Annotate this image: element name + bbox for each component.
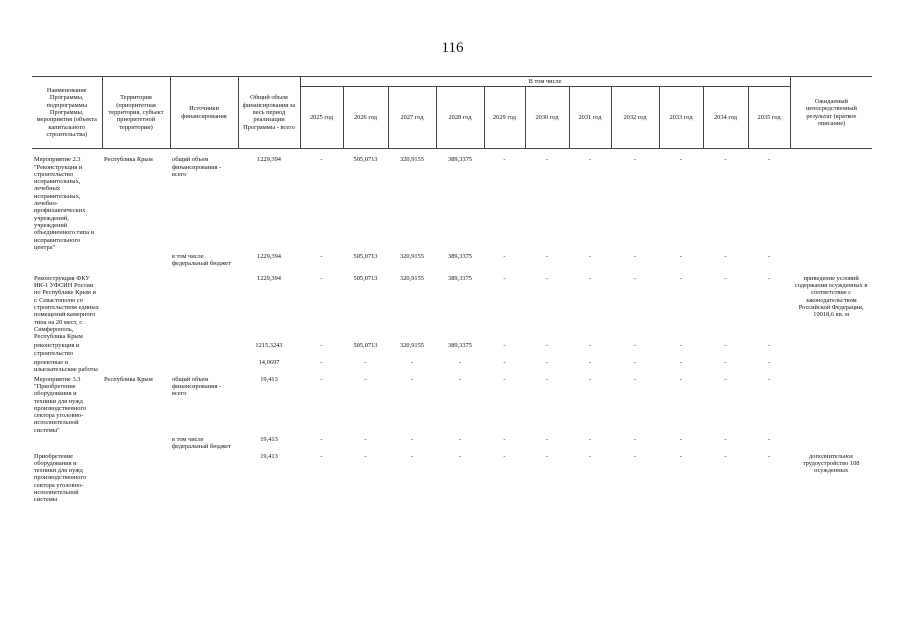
header-year: 2028 год <box>436 87 484 149</box>
row-year-value: - <box>633 274 637 282</box>
header-territory: Территория (приоритетная территория, субъект приоритетной территории) <box>102 77 170 149</box>
row-territory <box>102 274 170 342</box>
row-year-value: - <box>724 452 727 460</box>
table-row <box>32 341 872 358</box>
header-year: 2032 год <box>611 87 659 149</box>
header-year: 2025 год <box>300 87 343 149</box>
row-source: в том числе федеральный бюджет <box>172 253 231 268</box>
row-name: Реконструкция ФКУ ИК-1 УФСИН России по Республике Крым и г. Севастополю со строительством единых помещений камерного типа на 20 мест, г. Симферополь, Республика Крым <box>34 274 99 341</box>
row-total: 19,413 <box>260 452 278 460</box>
row-year-value: - <box>503 375 506 383</box>
row-year-value: - <box>588 359 592 367</box>
row-year-value: - <box>633 452 637 460</box>
header-total: Общий объем финансирования за весь период реализации Программы - всего <box>238 77 300 149</box>
row-year-value: - <box>633 435 637 443</box>
row-year-value: - <box>768 253 771 261</box>
row-name: Мероприятие 2.3 "Реконструкция и строительство исправительных, лечебных исправительных, лечебно-профилактических учреждений, учреждений объединенного типа и исправительного центра" <box>34 156 95 251</box>
row-year-value: - <box>768 375 771 383</box>
row-name <box>32 252 102 269</box>
row-year-value: - <box>679 156 683 164</box>
row-year-value: - <box>588 452 592 460</box>
row-year-value: - <box>545 156 549 164</box>
header-year: 2027 год <box>388 87 436 149</box>
row-total: 14,0697 <box>258 359 280 367</box>
page-number: 116 <box>441 40 464 56</box>
row-source <box>170 341 238 358</box>
row-territory <box>102 435 170 452</box>
row-year-value: - <box>724 375 727 383</box>
row-year-value: - <box>320 359 323 367</box>
header-year: 2029 год <box>484 87 525 149</box>
table-row <box>32 252 872 269</box>
row-year-value: - <box>364 375 367 383</box>
row-year-value: - <box>545 342 549 350</box>
row-result <box>790 155 872 252</box>
row-year-value: - <box>679 253 683 261</box>
row-year-value: - <box>364 435 367 443</box>
header-year: 2026 год <box>343 87 388 149</box>
table-row <box>32 452 872 505</box>
row-territory <box>102 452 170 505</box>
row-year-value: 389,3375 <box>448 156 472 164</box>
row-result <box>790 358 872 375</box>
header-name: Наименование Программы, подпрограммы Программы, мероприятия (объекта капитального строительства) <box>32 77 102 149</box>
row-year-value: - <box>633 375 637 383</box>
header-year: 2033 год <box>659 87 703 149</box>
row-name: Мероприятие 3.3 "Приобретение оборудования и техники для нужд производственного сектора уголовно-исполнительной системы" <box>34 375 87 434</box>
row-year-value: - <box>503 435 506 443</box>
row-territory <box>102 252 170 269</box>
header-year: 2034 год <box>703 87 748 149</box>
row-year-value: - <box>364 359 367 367</box>
row-year-value: - <box>588 156 592 164</box>
row-year-value: - <box>768 156 771 164</box>
row-result <box>790 375 872 435</box>
row-year-value: - <box>768 342 771 350</box>
row-year-value: - <box>503 156 506 164</box>
row-result: приведение условий содержания осужденных в соответствие с законодательством Российской Федерации, 10018,6 кв. м <box>794 274 868 319</box>
header-year: 2031 год <box>569 87 611 149</box>
row-year-value: - <box>724 156 727 164</box>
row-year-value: - <box>633 359 637 367</box>
row-year-value: - <box>410 359 414 367</box>
row-year-value: - <box>503 274 506 282</box>
row-year-value: - <box>503 452 506 460</box>
row-year-value: - <box>503 359 506 367</box>
row-total: 19,413 <box>260 375 278 383</box>
row-result <box>790 341 872 358</box>
row-year-value: - <box>679 375 683 383</box>
row-source <box>170 452 238 505</box>
row-year-value: - <box>545 375 549 383</box>
row-name: проектные и изыскательские работы <box>34 359 98 374</box>
row-year-value: - <box>724 274 727 282</box>
row-year-value: - <box>724 253 727 261</box>
row-year-value: - <box>458 375 462 383</box>
row-total: 1229,394 <box>257 156 281 164</box>
row-year-value: 320,9155 <box>400 342 424 350</box>
row-result <box>790 435 872 452</box>
row-result: дополнительное трудоустройство 108 осужденных <box>802 452 860 475</box>
row-name: Приобретение оборудования и техники для нужд производственного сектора уголовно-исполнительной системы <box>34 452 87 504</box>
row-year-value: - <box>410 375 414 383</box>
row-name: реконструкция и строительство <box>34 342 80 357</box>
row-source: общий объем финансирования - всего <box>172 375 222 398</box>
row-total: 19,413 <box>260 435 278 443</box>
row-year-value: - <box>320 342 323 350</box>
row-result <box>790 252 872 269</box>
row-year-value: - <box>545 435 549 443</box>
row-total: 1229,394 <box>257 253 281 261</box>
row-year-value: - <box>410 452 414 460</box>
row-source: общий объем финансирования - всего <box>172 156 222 178</box>
row-year-value: - <box>633 253 637 261</box>
row-year-value: - <box>545 359 549 367</box>
row-territory <box>102 341 170 358</box>
row-total: 1229,394 <box>257 274 281 282</box>
header-year: 2030 год <box>525 87 569 149</box>
row-year-value: - <box>768 274 771 282</box>
row-year-value: - <box>679 435 683 443</box>
row-year-value: 320,9155 <box>400 274 424 282</box>
row-year-value: 505,0713 <box>353 274 378 282</box>
row-year-value: - <box>588 375 592 383</box>
table-row <box>32 155 872 252</box>
row-year-value: - <box>320 375 323 383</box>
row-territory: Республика Крым <box>104 375 153 383</box>
row-year-value: - <box>364 452 367 460</box>
row-year-value: - <box>545 452 549 460</box>
row-year-value: - <box>588 253 592 261</box>
row-year-value: - <box>679 274 683 282</box>
row-year-value: - <box>410 435 414 443</box>
header-year: 2035 год <box>748 87 790 149</box>
row-year-value: - <box>679 359 683 367</box>
row-year-value: - <box>320 452 323 460</box>
row-total: 1215,3243 <box>255 342 283 350</box>
row-year-value: - <box>458 435 462 443</box>
row-year-value: - <box>768 452 771 460</box>
row-year-value: - <box>458 452 462 460</box>
row-year-value: - <box>320 435 323 443</box>
row-year-value: - <box>724 435 727 443</box>
row-source <box>170 358 238 375</box>
row-year-value: - <box>588 274 592 282</box>
table-row <box>32 375 872 435</box>
row-year-value: - <box>458 359 462 367</box>
row-year-value: 505,0713 <box>353 253 378 261</box>
row-source <box>170 274 238 342</box>
row-year-value: 320,9155 <box>400 253 424 261</box>
row-year-value: 389,3375 <box>448 342 472 350</box>
row-year-value: - <box>768 435 771 443</box>
row-year-value: - <box>503 253 506 261</box>
header-including: В том числе <box>300 77 790 87</box>
row-year-value: - <box>724 359 727 367</box>
row-source: в том числе федеральный бюджет <box>172 435 231 451</box>
table-row <box>32 274 872 342</box>
row-year-value: 389,3375 <box>448 253 472 261</box>
row-year-value: - <box>503 342 506 350</box>
row-year-value: - <box>588 342 592 350</box>
row-year-value: 505,0713 <box>353 342 378 350</box>
row-year-value: - <box>320 253 323 261</box>
row-year-value: - <box>768 359 771 367</box>
row-year-value: - <box>545 274 549 282</box>
program-table <box>32 76 872 505</box>
header-source: Источники финансирования <box>170 77 238 149</box>
row-year-value: - <box>724 342 727 350</box>
row-territory <box>102 358 170 375</box>
row-year-value: - <box>320 274 323 282</box>
table-row <box>32 435 872 452</box>
row-year-value: - <box>679 452 683 460</box>
row-year-value: - <box>545 253 549 261</box>
row-year-value: - <box>588 435 592 443</box>
row-name <box>32 435 102 452</box>
row-year-value: - <box>633 342 637 350</box>
row-territory: Республика Крым <box>104 156 153 164</box>
table-row <box>32 358 872 375</box>
row-year-value: 320,9155 <box>400 156 424 164</box>
row-year-value: 389,3375 <box>448 274 472 282</box>
row-year-value: 505,0713 <box>353 156 378 164</box>
row-year-value: - <box>633 156 637 164</box>
row-year-value: - <box>679 342 683 350</box>
row-year-value: - <box>320 156 323 164</box>
header-result: Ожидаемый непосредственный результат (краткое описание) <box>790 77 872 149</box>
